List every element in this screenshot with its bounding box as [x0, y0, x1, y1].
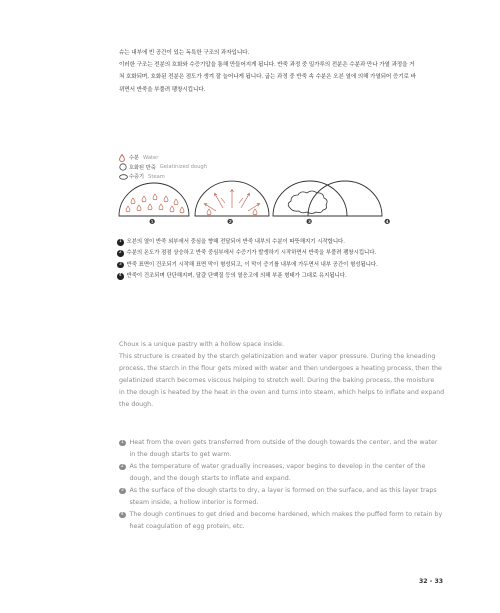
- step-number-badge: 1: [118, 239, 122, 245]
- step-text-line: dough, and the dough starts to inflate and expand.: [129, 475, 291, 482]
- english-intro: [119, 339, 464, 411]
- english-step: [119, 437, 469, 461]
- english-step: [119, 485, 469, 509]
- korean-intro-line: 슈는 내부에 빈 공간이 있는 독특한 구조의 과자입니다.: [119, 50, 250, 56]
- english-intro-line: process, the starch in the flour gets mixed with water and then undergoes a heating process, then the: [119, 365, 442, 372]
- legend-label-ko: 수분: [129, 155, 140, 162]
- stage-1-dome: [119, 183, 189, 216]
- legend-label-en: Gelatinized dough: [159, 164, 207, 171]
- english-intro-line: the dough.: [119, 401, 154, 408]
- english-intro-line: gelatinized starch becomes viscous helping to stretch well. During the baking process, the moisture: [119, 377, 435, 384]
- water-drop-icon: [119, 154, 129, 162]
- korean-step: [117, 260, 467, 271]
- legend-label-en: Water: [143, 154, 159, 161]
- english-intro-line: Choux is a unique pastry with a hollow space inside.: [119, 341, 285, 348]
- korean-step: [117, 248, 467, 259]
- legend-label-ko: 호화된 반죽: [129, 164, 156, 171]
- korean-intro-line: 쳐 호화되며, 호화된 전분은 점도가 생겨 잘 늘어나게 됩니다. 굽는 과정 중 반죽 속 수분은 오븐 열에 의해 가열되어 증기로 바: [119, 74, 416, 81]
- legend-label-ko: 수증기: [129, 174, 145, 181]
- korean-steps: [117, 237, 467, 282]
- korean-intro-line: 뀌면서 반죽을 부풀려 팽창시킵니다.: [119, 86, 206, 93]
- step-text-line: As the surface of the dough starts to dry, a layer is formed on the surface, and as this layer traps: [129, 487, 437, 494]
- step-text: 수분의 온도가 점점 상승하고 반죽 중심부에서 수증기가 발생하기 시작하면서 반죽을 부풀려 팽창시킵니다.: [126, 250, 377, 257]
- step-number-badge: 2: [118, 250, 122, 256]
- stage-number-1: ❶: [149, 218, 156, 226]
- english-intro-line: This structure is created by the starch gelatinization and water vapor pressure. During the kneading: [119, 353, 436, 360]
- step-text: 반죽 표면이 건조되기 시작해 표면 막이 형성되고, 이 막이 증기를 내부에 가두면서 내부 공간이 형성됩니다.: [126, 261, 378, 268]
- stage-3-dome: [273, 181, 347, 216]
- page-number: 32 - 33: [419, 578, 444, 585]
- step-text-line: As the temperature of water gradually increases, vapor begins to develop in the center of the: [129, 463, 426, 470]
- korean-intro-line: 이러한 구조는 전분의 호화와 수증기압을 통해 만들어지게 됩니다. 반죽 과정 중 밀가루의 전분은 수분과 만나 가열 과정을 거: [119, 62, 415, 69]
- step-text: 오븐의 열이 반죽 외부에서 중심을 향해 전달되어 반죽 내부의 수분이 따뜻해지기 시작합니다.: [126, 239, 345, 245]
- step-text-line: in the dough starts to get warm.: [129, 451, 232, 458]
- english-step: [119, 461, 469, 485]
- step-number-badge: 2: [120, 463, 124, 469]
- step-text-line: The dough continues to get dried and become hardened, which makes the puffed form to retain by: [129, 511, 443, 518]
- stage-number-4: ❹: [384, 218, 391, 226]
- step-number-badge: 4: [118, 273, 122, 279]
- stage-2-dome: [195, 181, 269, 216]
- step-number-badge: 4: [120, 511, 124, 517]
- step-number-badge: 1: [120, 439, 124, 445]
- step-text: 반죽이 건조되며 단단해지며, 달걀 단백질 등의 열응고에 의해 부푼 형태가 그대로 유지됩니다.: [126, 272, 347, 279]
- step-number-badge: 3: [120, 487, 124, 493]
- step-text-line: steam inside, a hollow interior is formed.: [129, 499, 259, 506]
- step-number-badge: 3: [118, 261, 122, 267]
- korean-step: [117, 271, 467, 282]
- stage-number-2: ❷: [227, 218, 234, 226]
- english-steps: [119, 437, 469, 533]
- legend-label-en: Steam: [148, 173, 165, 180]
- step-text-line: heat coagulation of egg protein, etc.: [129, 523, 245, 530]
- step-text-line: Heat from the oven gets transferred from outside of the dough towards the center, and the water: [129, 439, 438, 446]
- stage-number-3: ❸: [306, 218, 313, 226]
- korean-intro: [119, 47, 459, 96]
- legend-item-water: [119, 153, 207, 163]
- stage-4-dome: [308, 181, 382, 216]
- english-step: [119, 509, 469, 533]
- english-intro-line: in the dough is heated by the heat in the oven and turns into steam, which helps to inflate and expand: [119, 389, 445, 396]
- gelatinized-dough-icon: [119, 163, 129, 171]
- korean-step: [117, 237, 467, 248]
- legend-item-gelatinized: [119, 163, 207, 173]
